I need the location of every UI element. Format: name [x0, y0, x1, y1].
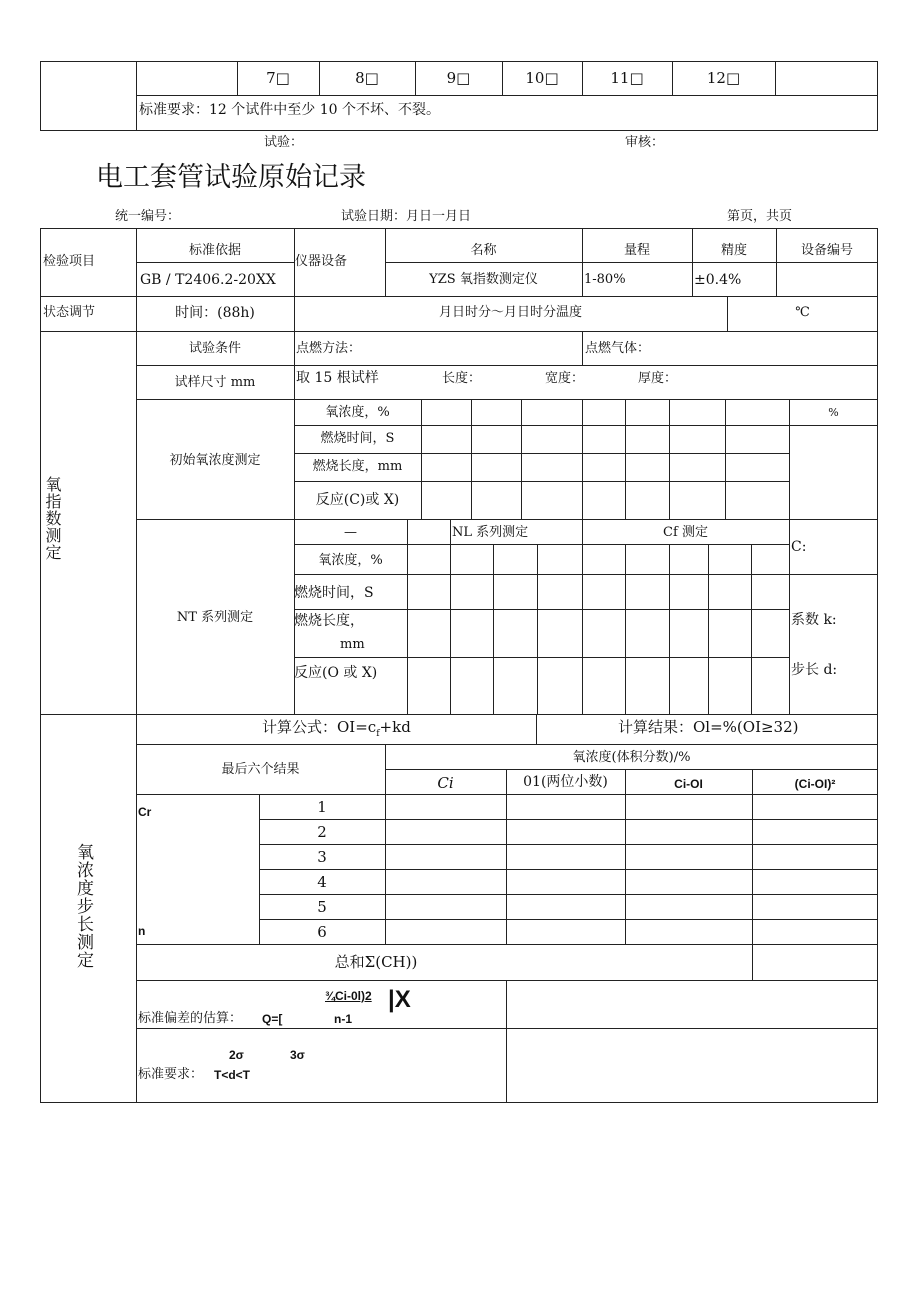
- calculation-result: 计算结果：Ol=%(OI≥32): [618, 718, 799, 736]
- dash: —: [344, 525, 357, 540]
- bracket-x: |X: [388, 986, 411, 1013]
- length-label: 长度：: [442, 371, 482, 386]
- equipment-name-label: 名称: [470, 243, 497, 258]
- standard-label: 标准依据: [188, 243, 241, 258]
- col-divider: [692, 228, 693, 296]
- col-divider: [506, 980, 507, 1103]
- fraction-numerator: ¾Ci-0l)2: [325, 989, 372, 1003]
- row-divider: [136, 262, 294, 263]
- equipment-name-value: YZS 氧指数测定仪: [429, 272, 538, 287]
- col-divider: [450, 519, 451, 714]
- row-divider: [136, 1028, 878, 1029]
- row-divider: [259, 844, 878, 845]
- formula-prefix: 计算公式：OI=c: [262, 718, 377, 736]
- specimen-number: 10□: [525, 69, 559, 87]
- row-divider: [294, 609, 790, 610]
- nt-row-unit: mm: [340, 637, 365, 652]
- row-divider: [259, 919, 878, 920]
- top-requirement: 标准要求：12 个试件中至少 10 个不坏、不裂。: [139, 102, 440, 118]
- row-divider: [136, 944, 878, 945]
- precision-label: 精度: [720, 243, 747, 258]
- equipment-number-label: 设备编号: [800, 243, 853, 258]
- cf-label: Cf 测定: [663, 525, 708, 540]
- sum-label: 总和Σ(CH)): [334, 953, 418, 971]
- nt-series-label: NT 系列测定: [176, 610, 254, 625]
- initial-row-label: 燃烧长度，mm: [312, 459, 403, 474]
- nt-row-label: 氧浓度，%: [318, 553, 383, 568]
- row-divider: [294, 657, 790, 658]
- col-divider: [669, 399, 670, 519]
- specimen-number: 7□: [266, 69, 290, 87]
- percent-unit: %: [828, 406, 839, 419]
- n-label: n: [138, 924, 146, 938]
- nt-row-label: 反应(O 或 X): [294, 665, 378, 681]
- precision-value: ±0.4%: [694, 272, 742, 288]
- col-divider: [751, 544, 752, 714]
- col-divider: [776, 228, 777, 296]
- col-divider: [407, 519, 408, 714]
- row-divider: [136, 519, 878, 520]
- test-conditions-label: 试验条件: [188, 341, 241, 356]
- range-value: 1-80%: [584, 272, 626, 287]
- col-divider: [625, 544, 626, 714]
- standard-value: GB / T2406.2-20XX: [140, 272, 276, 288]
- initial-row-label: 燃烧时间，S: [320, 431, 395, 446]
- row-divider: [385, 262, 878, 263]
- nt-row-label: 燃烧长度，: [294, 613, 364, 629]
- col-divider: [752, 944, 753, 980]
- initial-row-label: 反应(C)或 X): [315, 492, 400, 508]
- col-divider: [625, 769, 626, 944]
- last-six-results-label: 最后六个结果: [221, 762, 300, 777]
- fraction-denominator: n-1: [334, 1012, 352, 1026]
- row-divider: [294, 481, 790, 482]
- result-row-number: 4: [317, 873, 327, 891]
- conditioning-label: 状态调节: [43, 305, 96, 320]
- instrument-label: 仪器设备: [295, 254, 348, 269]
- col-ci-oi: Ci-OI: [674, 777, 703, 791]
- sample-size-label: 试样尺寸 mm: [174, 375, 256, 390]
- row-divider: [40, 714, 878, 715]
- step-d-label: 步长 d:: [791, 662, 838, 678]
- row-divider: [294, 425, 878, 426]
- col-ci-oi-squared: (Ci-OI)²: [794, 777, 836, 791]
- cr-label: Cr: [138, 805, 152, 819]
- col-divider: [421, 399, 422, 519]
- oxygen-concentration-header: 氧浓度(体积分数)/%: [572, 750, 691, 765]
- result-row-number: 5: [317, 898, 327, 916]
- col-divider: [521, 399, 522, 519]
- row-divider: [136, 399, 878, 400]
- conditioning-time: 时间：(88h): [175, 305, 255, 321]
- top-table-divider: [775, 61, 776, 95]
- range-label: 量程: [623, 243, 650, 258]
- result-row-number: 3: [317, 848, 327, 866]
- col-divider: [582, 228, 583, 296]
- col-divider: [537, 544, 538, 714]
- inspection-item-label: 检验项目: [43, 254, 96, 269]
- row-divider: [294, 574, 878, 575]
- serial-number-label: 统一编号：: [115, 209, 181, 224]
- col-divider: [625, 399, 626, 519]
- result-row-number: 2: [317, 823, 327, 841]
- specimen-number: 11□: [610, 69, 644, 87]
- requirement-expression: T<d<T: [214, 1068, 251, 1082]
- top-table-divider: [136, 95, 878, 96]
- test-date: 试验日期：月日一月日: [341, 209, 472, 224]
- ignition-method-label: 点燃方法：: [296, 341, 362, 356]
- col-divider: [669, 544, 670, 714]
- col-divider: [136, 228, 137, 714]
- col-ci: Ci: [437, 774, 454, 792]
- width-label: 宽度：: [545, 371, 585, 386]
- col-divider: [789, 519, 790, 714]
- step-section-label: 氧浓度步长测定: [73, 843, 93, 969]
- thickness-label: 厚度：: [638, 371, 678, 386]
- std-deviation-label: 标准偏差的估算：: [138, 1011, 243, 1026]
- temperature-unit: ℃: [795, 305, 810, 320]
- page-count: 第页，共页: [727, 209, 793, 224]
- initial-concentration-label: 初始氧浓度测定: [169, 453, 261, 468]
- row-divider: [136, 794, 878, 795]
- col-divider: [582, 399, 583, 519]
- result-row-number: 1: [317, 798, 327, 816]
- row-divider: [136, 744, 878, 745]
- col-divider: [471, 399, 472, 519]
- row-divider: [40, 296, 878, 297]
- formula: [262, 720, 411, 739]
- sigma-2: 2σ: [229, 1048, 244, 1062]
- col-divider: [536, 714, 537, 744]
- col-divider: [582, 519, 583, 714]
- row-divider: [259, 869, 878, 870]
- oxygen-index-section-label: 氧指数测定: [43, 476, 62, 561]
- c-label: C:: [791, 539, 807, 555]
- initial-row-label: 氧浓度，%: [325, 405, 390, 420]
- page-title: 电工套管试验原始记录: [96, 162, 366, 193]
- test-signature-label: 试验：: [264, 135, 304, 150]
- col-divider: [708, 544, 709, 714]
- row-divider: [294, 453, 790, 454]
- nl-series-label: NL 系列测定: [452, 525, 529, 540]
- nt-row-label: 燃烧时间，S: [294, 585, 374, 601]
- row-divider: [259, 819, 878, 820]
- specimen-number: 8□: [355, 69, 379, 87]
- row-divider: [136, 365, 878, 366]
- sigma-3: 3σ: [290, 1048, 305, 1062]
- review-signature-label: 审核：: [625, 135, 665, 150]
- sample-note: 取 15 根试样: [296, 370, 379, 386]
- row-divider: [294, 544, 790, 545]
- col-divider: [752, 769, 753, 944]
- col-oi: 01(两位小数): [523, 774, 608, 790]
- formula-suffix: +kd: [379, 718, 411, 736]
- row-divider: [40, 331, 878, 332]
- requirement-label: 标准要求：: [138, 1067, 204, 1082]
- row-divider: [385, 769, 878, 770]
- col-divider: [582, 331, 583, 365]
- col-divider: [493, 544, 494, 714]
- coefficient-k-label: 系数 k:: [791, 612, 837, 628]
- row-divider: [259, 894, 878, 895]
- top-table-divider: [136, 61, 137, 131]
- ignition-gas-label: 点燃气体：: [585, 341, 651, 356]
- formula-subscript: f: [376, 729, 380, 739]
- q-formula: Q=[: [262, 1012, 283, 1026]
- specimen-number: 9□: [446, 69, 471, 87]
- row-divider: [136, 980, 878, 981]
- col-divider: [725, 399, 726, 519]
- result-row-number: 6: [317, 923, 327, 941]
- conditioning-period: 月日时分～月日时分温度: [438, 305, 582, 320]
- col-divider: [506, 769, 507, 944]
- specimen-number: 12□: [706, 69, 741, 87]
